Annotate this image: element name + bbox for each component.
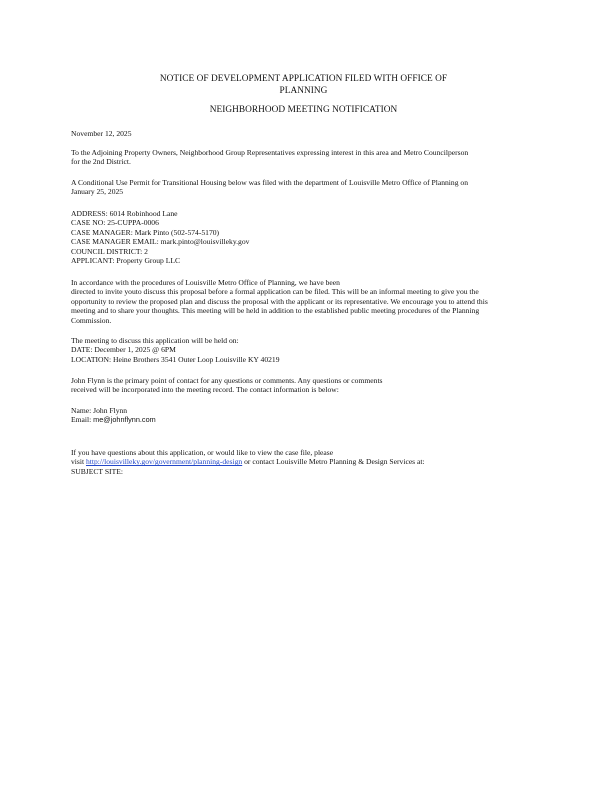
detail-address: ADDRESS: 6014 Robinhood Lane: [71, 209, 178, 218]
recipients-paragraph: [71, 148, 541, 167]
notice-title-line-1: NOTICE OF DEVELOPMENT APPLICATION FILED WITH OFFICE OF: [159, 74, 448, 84]
procedure-paragraph: [71, 278, 541, 325]
procedure-line-4: meeting and to share your thoughts. This meeting will be held in addition to the established public meeting procedures of the Planning: [71, 306, 480, 316]
procedure-line-2: directed to invite youto discuss this proposal before a formal application can be filed. This will be an informal meeting to give you the: [71, 287, 479, 297]
recipients-line-2: for the 2nd District.: [71, 157, 131, 167]
contact-paragraph: [71, 376, 541, 395]
contact-intro-line-1: John Flynn is the primary point of contact for any questions or comments. Any questions or comments: [71, 376, 383, 385]
contact-email-row: [71, 415, 541, 424]
visit-line: [71, 457, 541, 466]
procedure-line-5: Commission.: [71, 315, 112, 325]
letter-date: November 12, 2025: [71, 129, 132, 138]
notice-subtitle: NEIGHBORHOOD MEETING NOTIFICATION: [209, 105, 398, 115]
contact-name: Name: John Flynn: [71, 406, 128, 415]
detail-case-manager: CASE MANAGER: Mark Pinto (502-574-5170): [71, 227, 220, 237]
contact-email[interactable]: me@johnflynn.com: [93, 415, 156, 425]
meeting-location: LOCATION: Heine Brothers 3541 Outer Loop Louisville KY 40219: [71, 354, 280, 364]
visit-prefix: visit: [71, 457, 86, 467]
detail-council-district: COUNCIL DISTRICT: 2: [71, 246, 148, 256]
case-details: [71, 209, 541, 265]
meeting-date: DATE: December 1, 2025 @ 6PM: [71, 345, 176, 355]
notice-title-line-2: PLANNING: [279, 85, 328, 96]
permit-paragraph: [71, 178, 541, 197]
meeting-intro: The meeting to discuss this application will be held on:: [71, 336, 239, 345]
procedure-line-3: opportunity to review the proposed plan and discuss the proposal with the applicant or its representative. We encourage you to attend this: [71, 296, 488, 306]
contact-intro-line-2: received will be incorporated into the meeting record. The contact information is below:: [71, 385, 339, 395]
procedure-line-1: In accordance with the procedures of Louisville Metro Office of Planning, we have been: [71, 278, 340, 287]
notice-title: [70, 74, 537, 97]
contact-info: [71, 406, 541, 425]
meeting-paragraph: [71, 336, 541, 364]
questions-paragraph: [71, 448, 541, 476]
permit-line-1: A Conditional Use Permit for Transitional Housing below was filed with the department of Louisville Metro Office of Planning on: [71, 178, 469, 187]
visit-suffix: or contact Louisville Metro Planning & Design Services at:: [242, 457, 425, 467]
questions-line: If you have questions about this application, or would like to view the case file, please: [71, 448, 334, 457]
recipients-line-1: To the Adjoining Property Owners, Neighborhood Group Representatives expressing interest in this area and Metro Councilperson: [71, 148, 469, 157]
detail-applicant: APPLICANT: Property Group LLC: [71, 256, 181, 266]
subject-site-label: SUBJECT SITE:: [71, 466, 123, 476]
permit-line-2: January 25, 2025: [71, 187, 124, 197]
detail-case-manager-email: CASE MANAGER EMAIL: mark.pinto@louisvilleky.gov: [71, 237, 250, 247]
planning-design-link[interactable]: http://louisvilleky.gov/government/planning-design: [85, 457, 243, 467]
contact-email-label: Email:: [71, 415, 94, 425]
detail-case-no: CASE NO: 25-CUPPA-0006: [71, 218, 159, 228]
